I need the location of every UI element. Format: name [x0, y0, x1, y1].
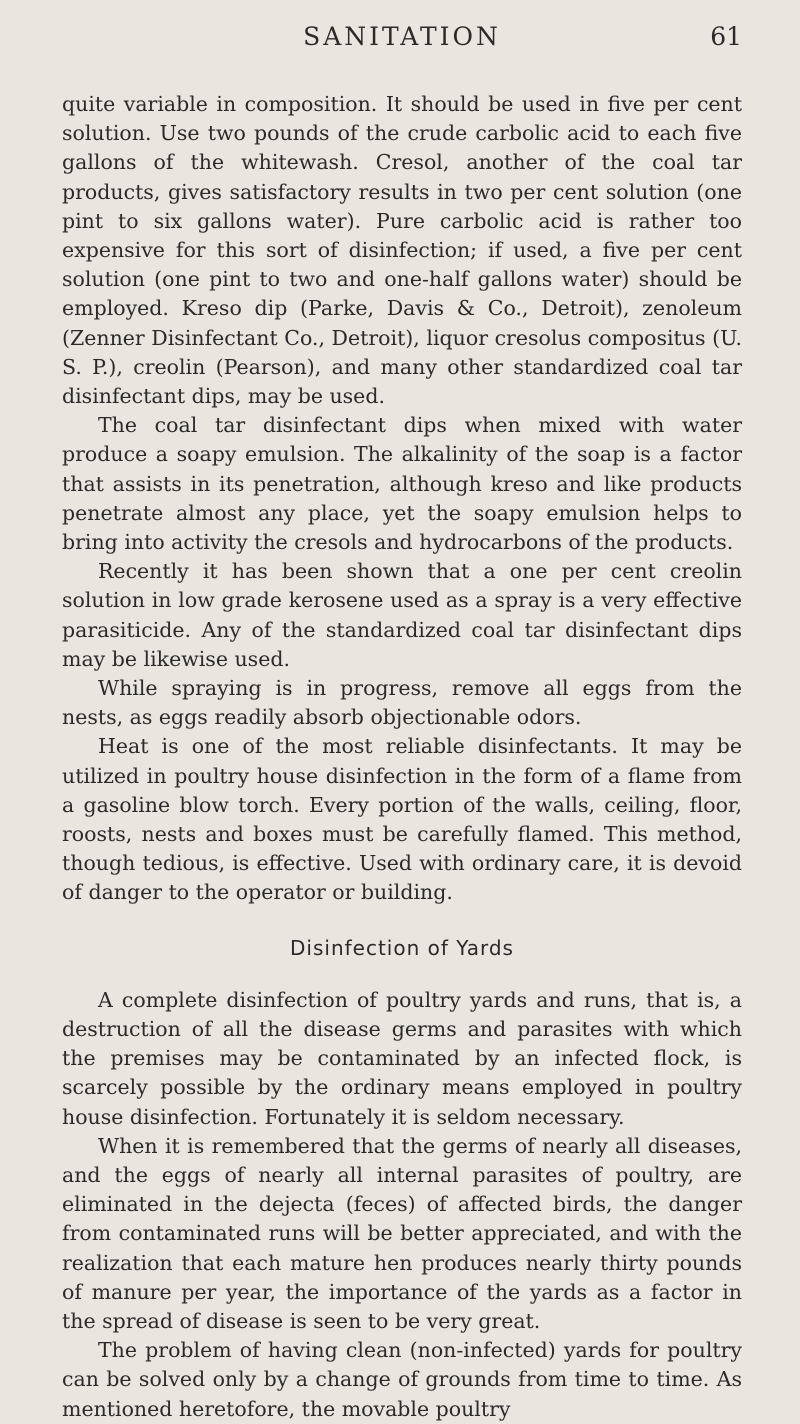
paragraph-soapy-emulsion: The coal tar disinfectant dips when mixed with water produce a soapy emulsion. The alkalinity of the soap is a factor that assists in its penetration, although kreso and like products penetrate almost any place, yet the soapy emulsion helps to bring into activity the cresols and hydrocarbons of the products.	[62, 413, 742, 555]
page-number: 61	[710, 22, 742, 51]
running-head	[62, 0, 742, 60]
running-title: SANITATION	[303, 22, 501, 51]
paragraph-heat-disinfection: Heat is one of the most reliable disinfectants. It may be utilized in poultry house disinfection in the form of a flame from a gasoline blow torch. Every portion of the walls, ceiling, floor, roosts, nests and boxes must be carefully flamed. This method, though tedious, is effective. Used with ordinary care, it is devoid of danger to the operator or building.	[62, 734, 742, 905]
paragraph-creolin-spray: Recently it has been shown that a one per cent creolin solution in low grade kerosene used as a spray is a very effective parasiticide. Any of the standardized coal tar disinfectant dips may be likewise used.	[62, 559, 742, 671]
paragraph-germs-dejecta: When it is remembered that the germs of nearly all diseases, and the eggs of nearly all internal parasites of poultry, are eliminated in the dejecta (feces) of affected birds, the danger from contaminated runs will be better appreciated, and with the realization that each mature hen produces nearly thirty pounds of manure per year, the importance of the yards as a factor in the spread of disease is seen to be very great.	[62, 1133, 742, 1333]
section-heading: Disinfection of Yards	[290, 935, 514, 960]
paragraph-remove-eggs: While spraying is in progress, remove all eggs from the nests, as eggs readily absorb objectionable odors.	[62, 676, 742, 730]
body-text	[62, 90, 742, 1424]
paragraph-clean-yards: The problem of having clean (non-infected) yards for poultry can be solved only by a change of grounds from time to time. As mentioned heretofore, the movable poultry	[62, 1338, 742, 1421]
paragraph-continued: quite variable in composition. It should be used in five per cent solution. Use two pounds of the crude carbolic acid to each five gallons of the whitewash. Cresol, another of the coal tar products, gives satisfactory results in two per cent solution (one pint to six gallons water). Pure carbolic acid is rather too expensive for this sort of disinfection; if used, a five per cent solution (one pint to two and one-half gallons water) should be employed. Kreso dip (Parke, Davis & Co., Detroit), zenoleum (Zenner Disinfectant Co., Detroit), liquor cresolus compositus (U. S. P.), creolin (Pearson), and many other standardized coal tar disinfectant dips, may be used.	[62, 92, 742, 409]
paragraph-yard-disinfection: A complete disinfection of poultry yards and runs, that is, a destruction of all the disease germs and parasites with which the premises may be contaminated by an infected flock, is scarcely possible by the ordinary means employed in poultry house disinfection. Fortunately it is seldom necessary.	[62, 987, 742, 1129]
